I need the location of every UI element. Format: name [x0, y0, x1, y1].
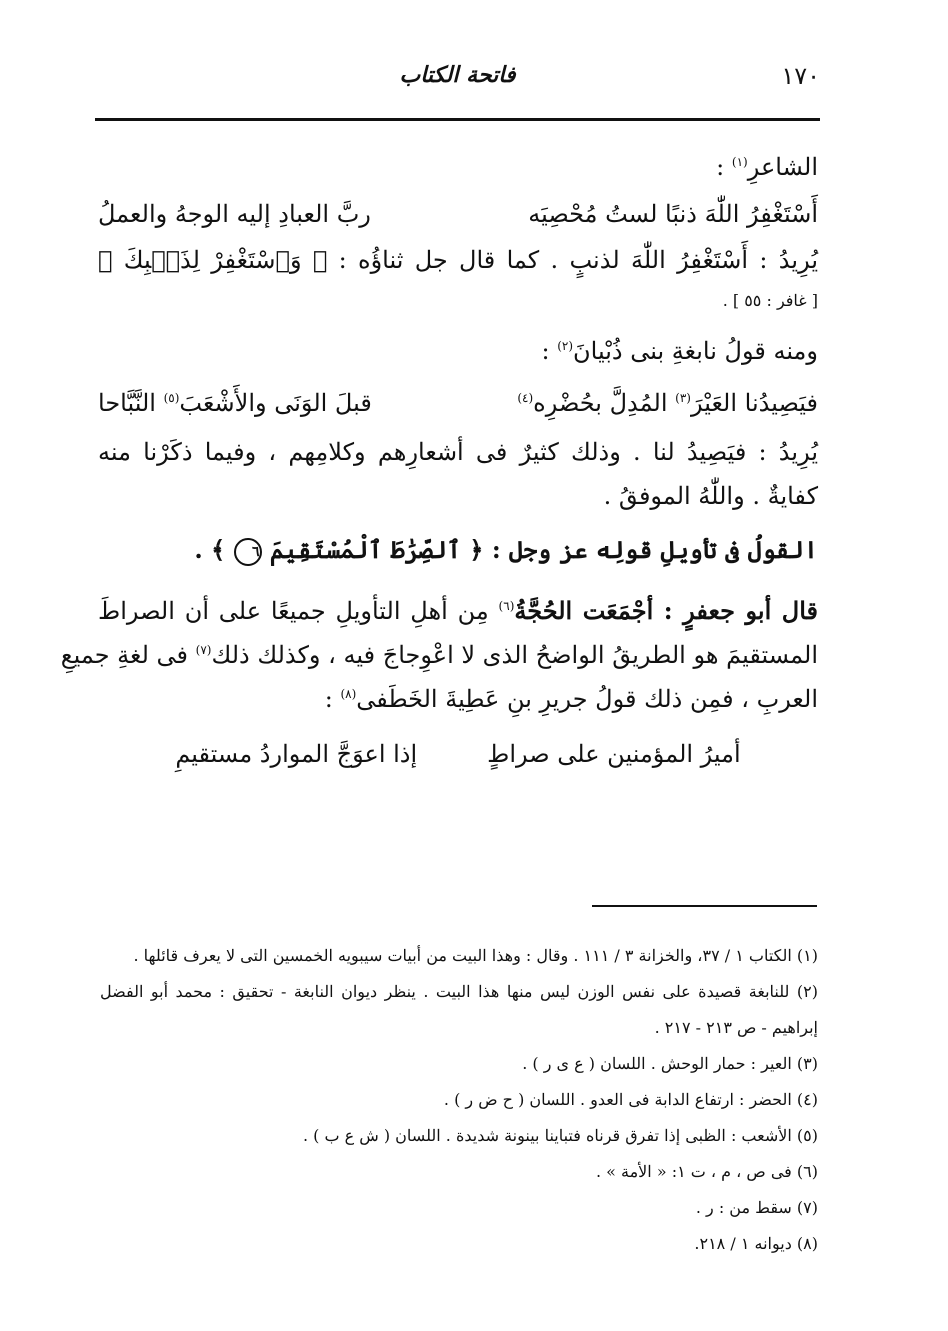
text-span: : — [716, 153, 725, 181]
text-span: المستقيمَ هو الطريقُ الواضحُ الذى لا اعْوِجاجَ فيه ، وكذلك ذلك — [211, 641, 818, 669]
text-span: الشاعرِ — [747, 153, 818, 181]
footnote: (١) الكتاب ١ / ٣٧، والخزانة ٣ / ١١١ . وقال : وهذا البيت من أبيات سيبويه الخمسين التى لا يعرف قائلها . — [133, 946, 818, 965]
text-span: القولُ فى تأويلِ قولِه عز وجل : ﴿ ٱلصِّرَٰطَ ٱلْمُسْتَقِيمَ — [269, 535, 818, 564]
text-span: المُدِلَّ بحُضْرِه — [533, 389, 668, 417]
quran-reference: [ غافر : ٥٥ ] . — [722, 291, 818, 310]
text-line — [98, 326, 818, 366]
verse-hemistich-first: أَسْتَغْفِرُ اللّٰهَ ذنبًا لستُ مُحْصِيَه — [528, 200, 818, 228]
footnote: (٧) سقط من : ر . — [695, 1198, 818, 1217]
verse-hemistich-second: ربَّ العبادِ إليه الوجهُ والعملُ — [98, 200, 371, 228]
footnote-continuation: إبراهيم - ص ٢١٣ - ٢١٧ . — [654, 1018, 818, 1037]
text-line: كفايةٌ . واللّٰهُ الموفقُ . — [603, 482, 818, 510]
footnote-ref: (٦) — [498, 599, 515, 613]
text-span: قبلَ الوَنَى والأَشْعَبَ — [179, 389, 372, 417]
footnote: (٥) الأشعب : الظبى إذا تفرق قرناه فتباينا بينونة شديدة . اللسان ( ش ع ب ) . — [302, 1126, 818, 1145]
footnote: (٤) الحضر : ارتفاع الدابة فى العدو . اللسان ( ح ض ر ) . — [443, 1090, 818, 1109]
footnote-ref: (٧) — [195, 643, 212, 657]
footnote: (٣) العير : حمار الوحش . اللسان ( ع ى ر ) . — [522, 1054, 818, 1073]
text-span: ومنه قولُ نابغةِ بنى ذُبْيانَ — [573, 337, 818, 365]
verse-hemistich-second: إذا اعوَجَّ المواردُ مستقيمِ — [175, 740, 418, 768]
text-span: : — [324, 685, 333, 713]
verse-line — [98, 378, 818, 418]
page-number: ١٧٠ — [781, 62, 820, 90]
text-line — [98, 142, 818, 182]
main-text — [60, 142, 818, 774]
header-rule — [95, 118, 820, 121]
footnote-ref: (١) — [731, 155, 748, 169]
text-line: يُرِيدُ : فيَصِيدُ لنا . وذلك كثيرٌ فى أشعارِهم وكلامِهم ، وفيما ذكَرْنا منه — [98, 438, 818, 466]
footnote-ref: (٥) — [163, 391, 180, 405]
verse-hemistich-second — [98, 378, 372, 418]
text-span: النَّبَّاحا — [98, 389, 156, 417]
text-span: ﴾ . — [194, 535, 226, 564]
text-span: العربِ ، فمِن ذلك قولُ جريرِ بنِ عَطِيةَ الخَطَفى — [356, 685, 818, 713]
verse-hemistich-first — [517, 378, 818, 418]
footnote-ref: (٤) — [517, 391, 534, 405]
verse-hemistich-first: أميرُ المؤمنين على صراطٍ — [487, 740, 741, 768]
text-line — [98, 586, 818, 626]
page-header — [95, 62, 820, 102]
verse-line — [98, 734, 818, 774]
footnote: (٨) ديوانه ١ / ٢١٨. — [694, 1234, 818, 1253]
footnote-ref: (٨) — [340, 687, 357, 701]
footnote-ref: (٢) — [557, 339, 574, 353]
footnotes — [100, 938, 818, 1262]
text-line — [60, 630, 818, 670]
text-span: فى لغةِ جميعِ — [60, 641, 189, 669]
text-span: قال أبو جعفرٍ : أجْمَعَت الحُجَّةُ — [514, 596, 818, 625]
verse-line — [98, 194, 818, 234]
footnote-ref: (٣) — [675, 391, 691, 405]
text-span: مِن أهلِ التأويلِ جميعًا على أن الصراطَ — [98, 597, 489, 625]
ayah-number: ٦ — [234, 538, 262, 566]
section-heading — [98, 530, 818, 570]
footnote-rule — [592, 905, 817, 907]
text-line — [98, 674, 818, 714]
text-line: يُرِيدُ : أَسْتَغْفِرُ اللّٰهَ لذنبٍ . كما قال جل ثناؤُه : ﴿ وَٱسْتَغْفِرْ لِذَنۢبِكَ ﴾ — [98, 246, 818, 274]
text-span: : — [541, 337, 550, 365]
running-title: فاتحة الكتاب — [399, 62, 516, 88]
text-span: فيَصِيدُنا العَيْرَ — [690, 389, 818, 417]
footnote: (٢) للنابغة قصيدة على نفس الوزن ليس منها هذا البيت . ينظر ديوان النابغة - تحقيق : محمد أبو الفضل — [100, 982, 818, 1001]
footnote: (٦) فى ص ، م ، ت ١: « الأمة » . — [595, 1162, 818, 1181]
